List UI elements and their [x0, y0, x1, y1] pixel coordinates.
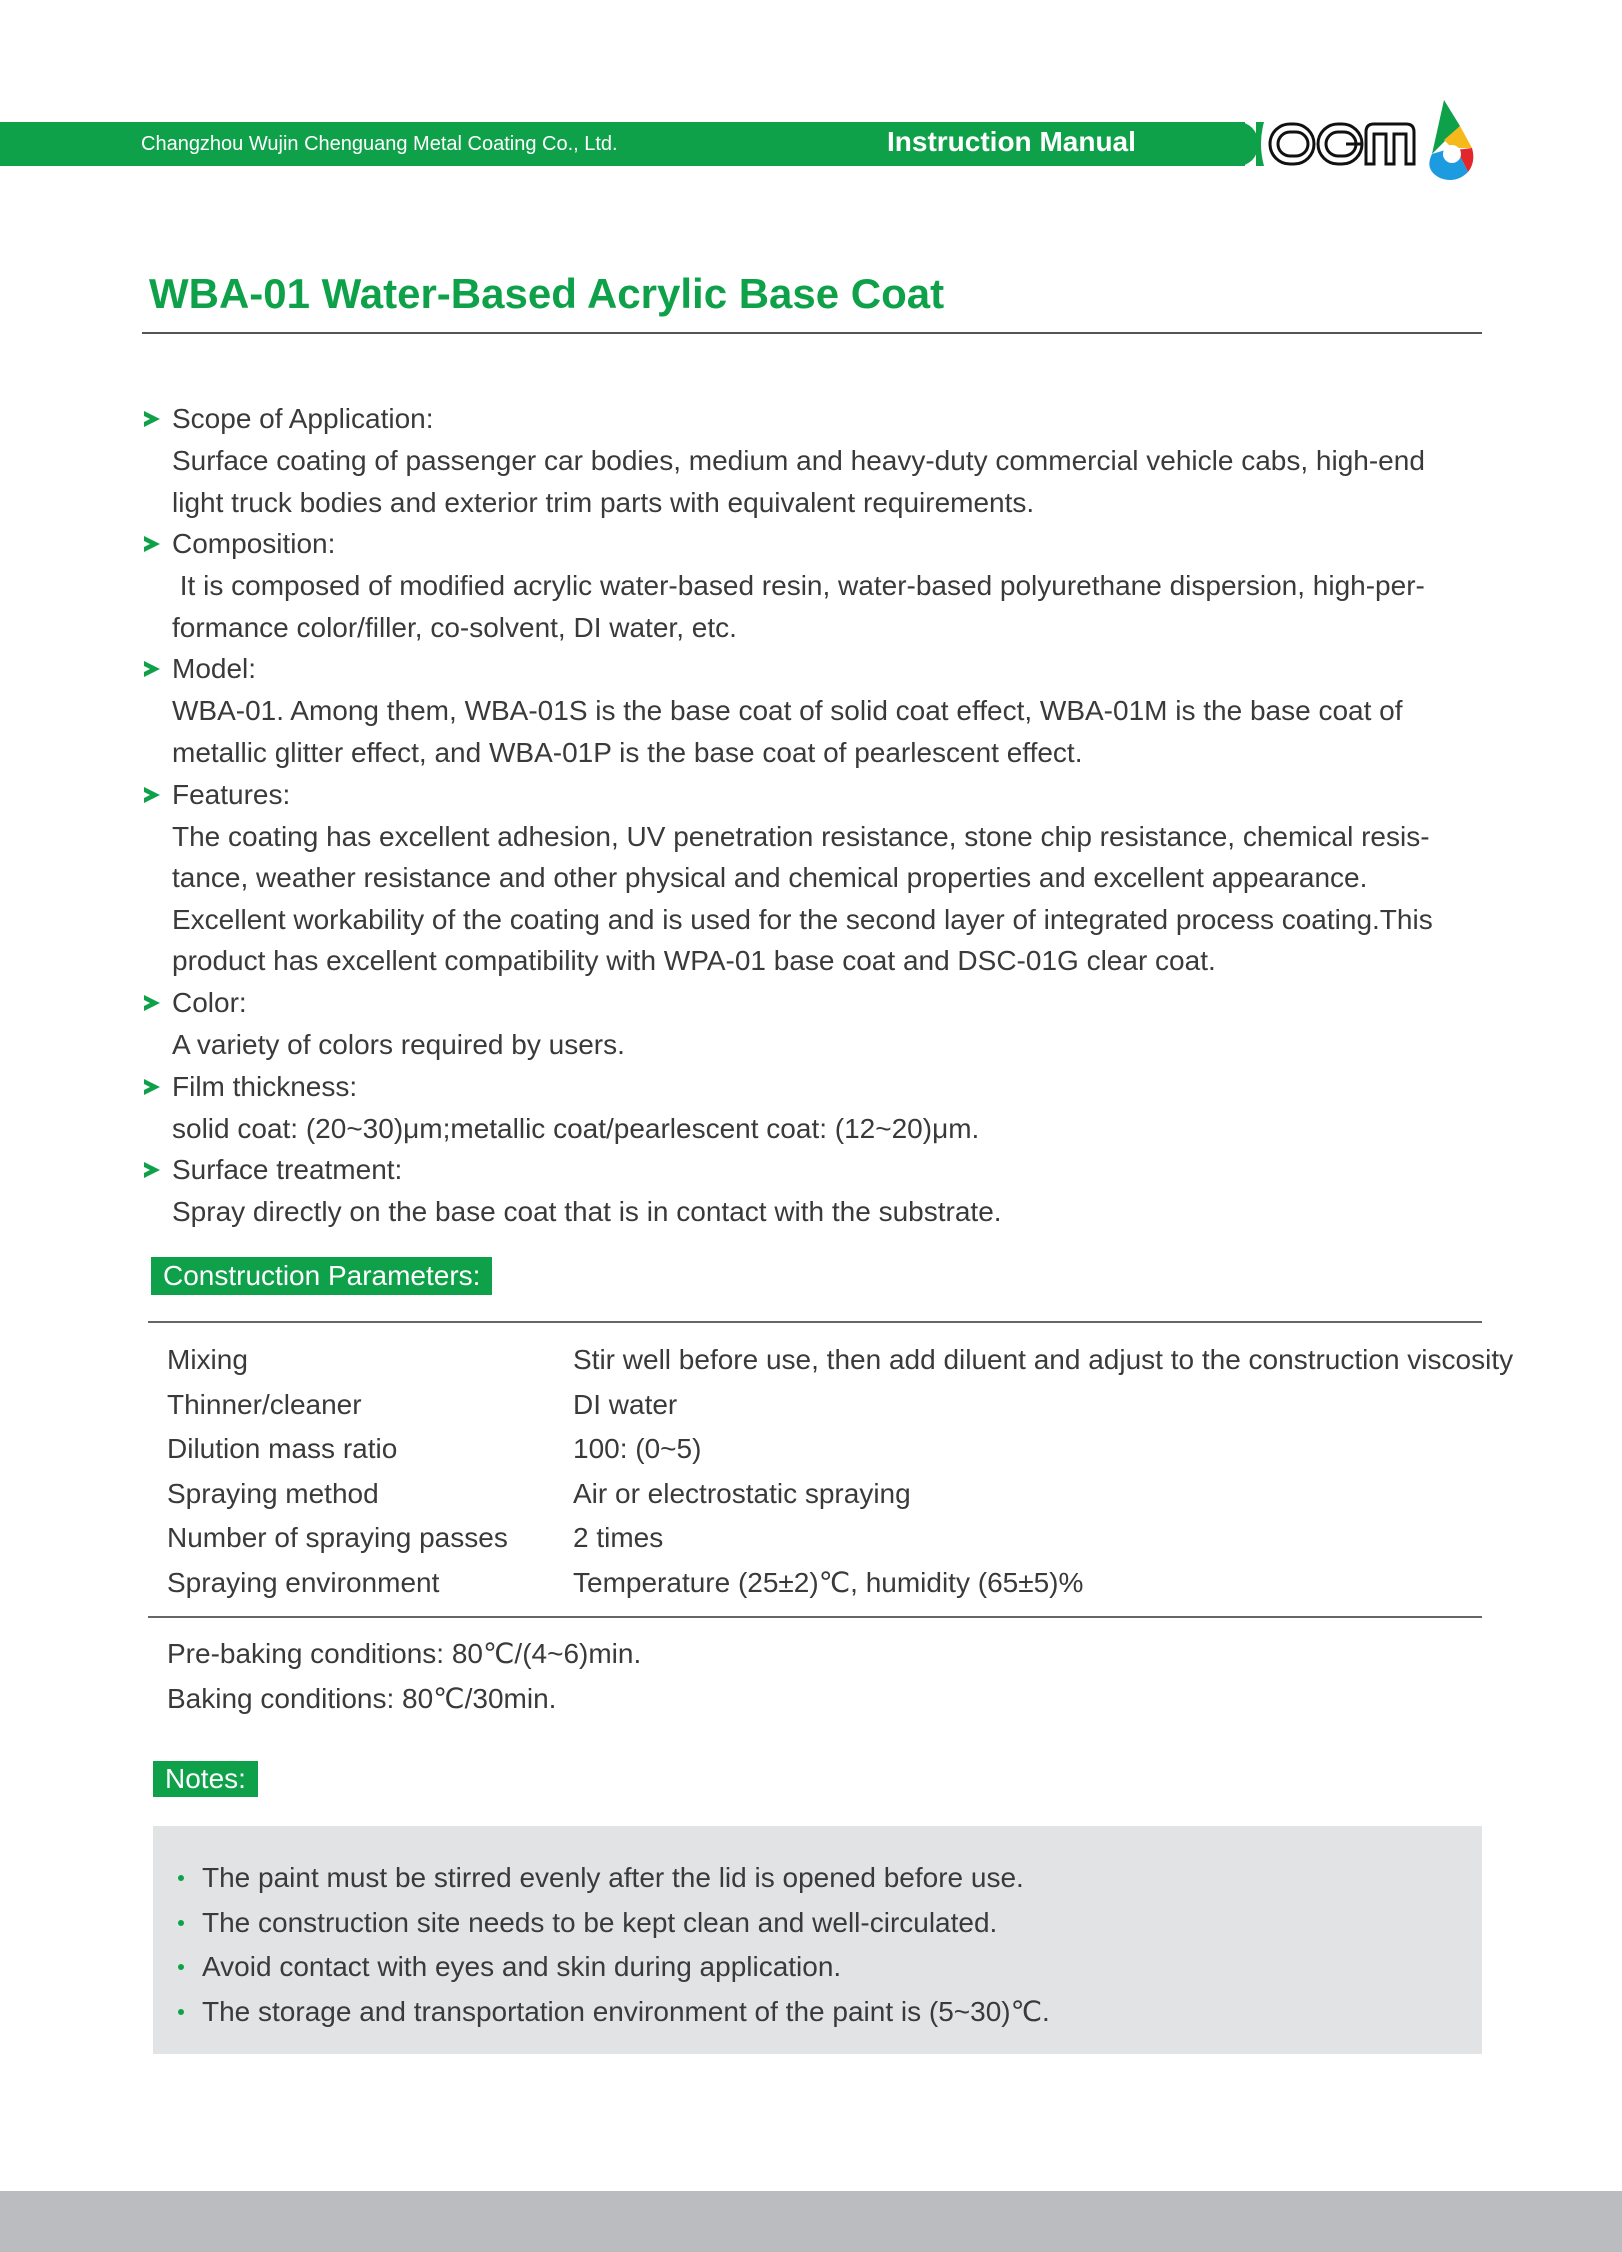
bullet-dot-icon	[178, 1920, 184, 1926]
baking-conditions	[167, 1632, 641, 1721]
pre-baking-text: Pre-baking conditions: 80℃/(4~6)min.	[167, 1638, 642, 1669]
list-item	[175, 1990, 1050, 2035]
note-text: The construction site needs to be kept clean and well-circulated.	[202, 1906, 998, 1938]
document-type: Instruction Manual	[887, 126, 1136, 157]
section-heading: Composition:	[172, 528, 336, 560]
section-heading: Model:	[172, 653, 257, 685]
table-row	[167, 1383, 1513, 1428]
arrow-bullet-icon	[144, 661, 160, 677]
sections	[140, 398, 1540, 1233]
section-model	[140, 648, 1540, 773]
list-item	[175, 1901, 1050, 1946]
document-title: WBA-01 Water-Based Acrylic Base Coat	[149, 270, 945, 317]
param-key: Mixing	[167, 1344, 248, 1375]
section-scope	[140, 398, 1540, 523]
bullet-dot-icon	[178, 1964, 184, 1970]
list-item	[175, 1945, 1050, 1990]
notes-label: Notes:	[153, 1761, 258, 1797]
param-value: 2 times	[573, 1522, 664, 1554]
param-value: Air or electrostatic spraying	[573, 1477, 911, 1509]
section-heading: Film thickness:	[172, 1070, 358, 1102]
cgm-logo-icon	[1256, 92, 1486, 182]
section-surface-treatment	[140, 1149, 1540, 1233]
section-text: Surface coating of passenger car bodies, medium and heavy-duty commercial vehicle cabs, high-end	[172, 445, 1425, 476]
section-text: Excellent workability of the coating and is used for the second layer of integrated process coating.This	[172, 903, 1433, 935]
param-key: Thinner/cleaner	[167, 1388, 362, 1420]
arrow-bullet-icon	[144, 411, 160, 427]
note-text: Avoid contact with eyes and skin during application.	[202, 1951, 842, 1983]
table-row	[167, 1472, 1513, 1517]
note-text: The storage and transportation environment of the paint is (5~30)℃.	[202, 1995, 1050, 2027]
section-text: tance, weather resistance and other physical and chemical properties and excellent appearance.	[172, 862, 1368, 894]
section-text: product has excellent compatibility with WPA-01 base coat and DSC-01G clear coat.	[172, 945, 1216, 977]
company-name: Changzhou Wujin Chenguang Metal Coating Co., Ltd.	[141, 133, 618, 155]
construction-parameters-label: Construction Parameters:	[151, 1257, 492, 1295]
section-text: light truck bodies and exterior trim parts with equivalent requirements.	[172, 486, 1035, 518]
param-key: Number of spraying passes	[167, 1522, 508, 1554]
param-value: 100: (0~5)	[573, 1433, 702, 1465]
section-text: WBA-01. Among them, WBA-01S is the base coat of solid coat effect, WBA-01M is the base coat of	[172, 695, 1403, 727]
table-row	[167, 1561, 1513, 1606]
arrow-bullet-icon	[144, 536, 160, 552]
section-text: formance color/filler, co-solvent, DI water, etc.	[172, 611, 737, 643]
note-text: The paint must be stirred evenly after the lid is opened before use.	[202, 1862, 1024, 1893]
section-composition	[140, 523, 1540, 648]
parameters-table	[167, 1338, 1513, 1606]
parameters-top-rule	[148, 1321, 1482, 1323]
arrow-bullet-icon	[144, 1079, 160, 1095]
title-divider	[142, 332, 1482, 334]
section-heading: Color:	[172, 986, 247, 1018]
header-band-cap	[1238, 122, 1258, 166]
section-features	[140, 774, 1540, 982]
notes-box	[153, 1826, 1482, 2054]
param-value: DI water	[573, 1388, 678, 1420]
arrow-bullet-icon	[144, 1162, 160, 1178]
table-row	[167, 1338, 1513, 1383]
section-text: metallic glitter effect, and WBA-01P is the base coat of pearlescent effect.	[172, 736, 1083, 768]
header-band	[0, 122, 1245, 166]
footer-band	[0, 2191, 1622, 2252]
param-value: Temperature (25±2)℃, humidity (65±5)%	[573, 1566, 1084, 1598]
section-heading: Features:	[172, 778, 291, 810]
param-key: Dilution mass ratio	[167, 1433, 398, 1465]
bullet-dot-icon	[178, 1875, 184, 1881]
section-film-thickness	[140, 1066, 1540, 1150]
section-heading: Scope of Application:	[172, 403, 434, 434]
list-item	[175, 1856, 1050, 1901]
baking-text: Baking conditions: 80℃/30min.	[167, 1682, 557, 1714]
arrow-bullet-icon	[144, 995, 160, 1011]
section-text: It is composed of modified acrylic water-based resin, water-based polyurethane dispersion, high-per-	[172, 570, 1425, 602]
section-text: solid coat: (20~30)μm;metallic coat/pearlescent coat: (12~20)μm.	[172, 1112, 980, 1144]
param-value: Stir well before use, then add diluent and adjust to the construction viscosity	[573, 1344, 1514, 1375]
parameters-bottom-rule	[148, 1616, 1482, 1618]
param-key: Spraying environment	[167, 1566, 440, 1598]
section-heading: Surface treatment:	[172, 1154, 403, 1186]
arrow-bullet-icon	[144, 787, 160, 803]
section-color	[140, 982, 1540, 1066]
section-text: Spray directly on the base coat that is in contact with the substrate.	[172, 1196, 1002, 1228]
table-row	[167, 1516, 1513, 1561]
table-row	[167, 1427, 1513, 1472]
param-key: Spraying method	[167, 1477, 379, 1509]
bullet-dot-icon	[178, 2009, 184, 2015]
section-text: A variety of colors required by users.	[172, 1028, 625, 1060]
section-text: The coating has excellent adhesion, UV penetration resistance, stone chip resistance, chemical resis-	[172, 820, 1430, 852]
